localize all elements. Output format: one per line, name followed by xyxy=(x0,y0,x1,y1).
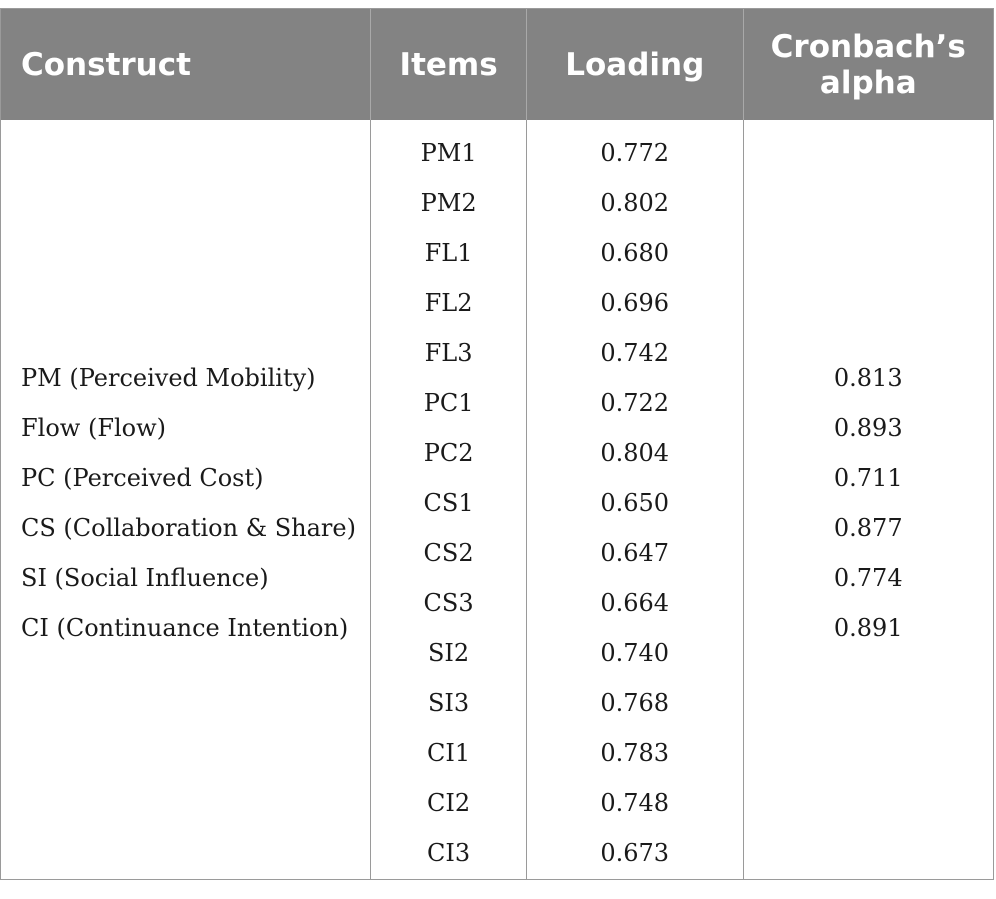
loading-cell: 0.783 xyxy=(600,739,670,767)
item-cell: CS3 xyxy=(423,589,474,617)
loading-cell: 0.664 xyxy=(600,589,670,617)
item-cell: PC1 xyxy=(423,389,474,417)
header-alpha-line1: Cronbach’s xyxy=(770,28,966,65)
item-cell: CI1 xyxy=(427,739,471,767)
alpha-cell: 0.774 xyxy=(833,564,903,592)
loading-cell: 0.673 xyxy=(600,839,670,867)
table-header xyxy=(1,9,993,120)
items-list xyxy=(371,128,526,878)
loading-cell: 0.680 xyxy=(600,239,670,267)
item-cell: SI2 xyxy=(427,639,470,667)
item-cell: CI2 xyxy=(427,789,471,817)
loading-cell: 0.772 xyxy=(600,139,670,167)
header-alpha-line2: alpha xyxy=(819,64,917,101)
loading-cell: 0.650 xyxy=(600,489,670,517)
construct-cell: PM (Perceived Mobility) xyxy=(21,364,316,392)
items-column xyxy=(371,120,527,879)
reliability-table xyxy=(0,8,994,880)
construct-cell: CI (Continuance Intention) xyxy=(21,614,349,642)
alpha-column xyxy=(744,120,994,879)
alpha-cell: 0.877 xyxy=(833,514,903,542)
construct-cell: Flow (Flow) xyxy=(21,414,166,442)
alpha-cell: 0.893 xyxy=(833,414,903,442)
item-cell: CI3 xyxy=(427,839,471,867)
loading-cell: 0.804 xyxy=(600,439,670,467)
construct-cell: PC (Perceived Cost) xyxy=(21,464,264,492)
loading-cell: 0.696 xyxy=(600,289,670,317)
item-cell: CS1 xyxy=(423,489,474,517)
loading-cell: 0.742 xyxy=(600,339,670,367)
alpha-cell: 0.711 xyxy=(833,464,903,492)
item-cell: PM1 xyxy=(420,139,477,167)
item-cell: FL2 xyxy=(424,289,473,317)
loading-cell: 0.748 xyxy=(600,789,670,817)
item-cell: PM2 xyxy=(420,189,477,217)
alpha-list xyxy=(744,353,994,653)
loading-cell: 0.722 xyxy=(600,389,670,417)
header-loading: Loading xyxy=(527,9,744,120)
construct-cell: SI (Social Influence) xyxy=(21,564,269,592)
loading-column xyxy=(527,120,744,879)
alpha-cell: 0.813 xyxy=(833,364,903,392)
loading-cell: 0.647 xyxy=(600,539,670,567)
loading-list xyxy=(527,128,743,878)
item-cell: FL3 xyxy=(424,339,473,367)
loading-cell: 0.768 xyxy=(600,689,670,717)
loading-cell: 0.740 xyxy=(600,639,670,667)
construct-column xyxy=(1,120,371,879)
header-items: Items xyxy=(371,9,527,120)
header-construct: Construct xyxy=(1,9,371,120)
loading-cell: 0.802 xyxy=(600,189,670,217)
item-cell: CS2 xyxy=(423,539,474,567)
item-cell: PC2 xyxy=(423,439,474,467)
construct-list xyxy=(1,353,370,653)
table-body xyxy=(1,120,993,879)
construct-cell: CS (Collaboration & Share) xyxy=(21,514,356,542)
alpha-cell: 0.891 xyxy=(833,614,903,642)
header-cronbachs-alpha xyxy=(744,9,993,120)
item-cell: SI3 xyxy=(427,689,470,717)
item-cell: FL1 xyxy=(424,239,473,267)
